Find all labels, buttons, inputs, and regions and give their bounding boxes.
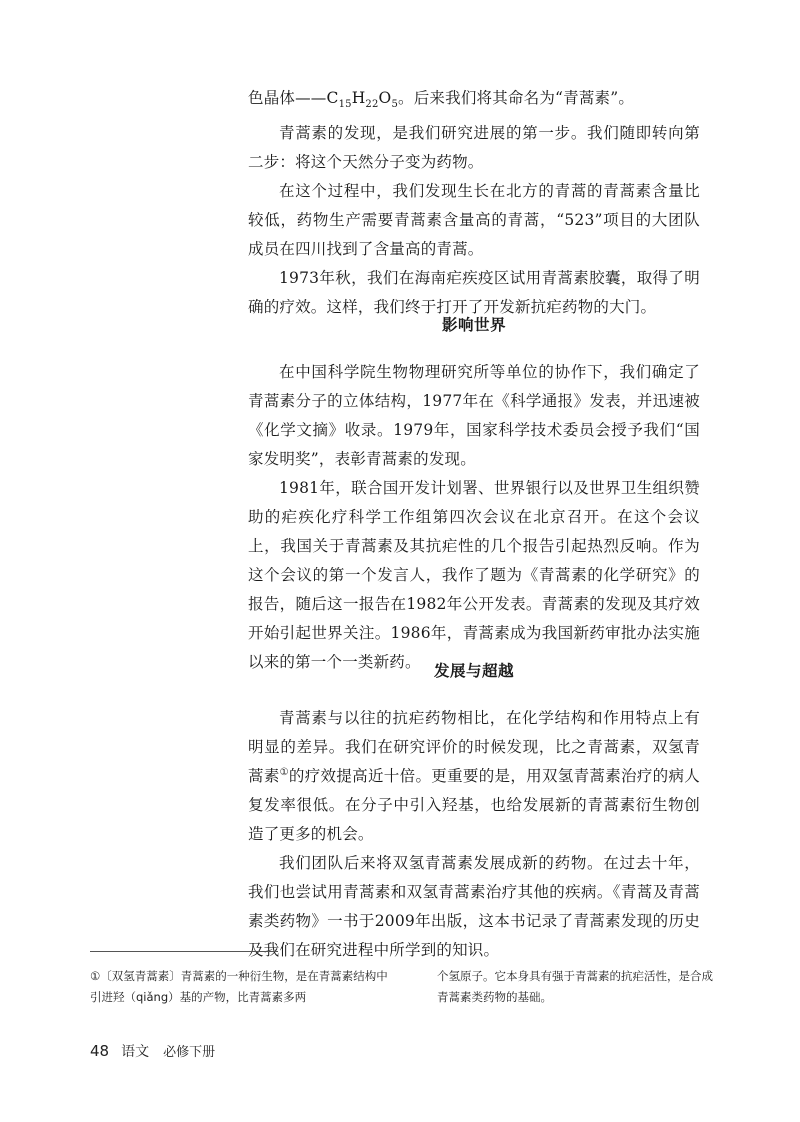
footnote-divider bbox=[90, 951, 278, 952]
paragraph: 1973年秋，我们在海南疟疾疫区试用青蒿素胶囊，取得了明确的疗效。这样，我们终于打开了开发新抗疟药物的大门。 bbox=[248, 269, 700, 317]
paragraph bbox=[248, 84, 700, 119]
text-run: 色晶体——C bbox=[248, 89, 339, 107]
section-world-impact bbox=[248, 358, 700, 677]
text-run: 。后来我们将其命名为“青蒿素”。 bbox=[398, 89, 635, 107]
paragraph: 在这个过程中，我们发现生长在北方的青蒿的青蒿素含量比较低，药物生产需要青蒿素含量高的青蒿，“523”项目的大团队成员在四川找到了含量高的青蒿。 bbox=[248, 182, 700, 259]
footnote-right-column: 个氢原子。它本身具有强于青蒿素的抗疟活性，是合成青蒿素类药物的基础。 bbox=[437, 969, 713, 1004]
subscript: 5 bbox=[391, 99, 399, 111]
text-run: O bbox=[378, 89, 392, 107]
subject-label: 语文 bbox=[121, 1044, 150, 1060]
paragraph bbox=[248, 704, 700, 849]
page-footer bbox=[90, 1041, 215, 1061]
text-run: 青蒿素与以往的抗疟药物相比，在化学结构和作用特点上有明显的差异。我们在研究评价的时候发现，比之青蒿素，双氢青蒿素 bbox=[248, 709, 700, 785]
book-label: 必修下册 bbox=[163, 1045, 216, 1060]
section-heading: 发展与超越 bbox=[433, 662, 514, 680]
section-heading: 影响世界 bbox=[441, 316, 506, 334]
footnote-marker[interactable]: ① bbox=[279, 766, 289, 778]
page-number: 48 bbox=[90, 1042, 110, 1060]
section-development bbox=[248, 704, 700, 965]
subscript: 22 bbox=[365, 99, 379, 111]
text-run: 的疗效提高近十倍。更重要的是，用双氢青蒿素治疗的病人复发率很低。在分子中引入羟基，也给发展新的青蒿素衍生物创造了更多的机会。 bbox=[248, 767, 700, 843]
footnote-left-column: ①〔双氢青蒿素〕青蒿素的一种衍生物，是在青蒿素结构中引进羟（qiǎng）基的产物，比青蒿素多两 bbox=[90, 969, 388, 1004]
subscript: 15 bbox=[338, 99, 352, 111]
paragraph: 1981年，联合国开发计划署、世界银行以及世界卫生组织赞助的疟疾化疗科学工作组第四次会议在北京召开。在这个会议上，我国关于青蒿素及其抗疟性的几个报告引起热烈反响。作为这个会议的第一个发言人，我作了题为《青蒿素的化学研究》的报告，随后这一报告在1982年公开发表。青蒿素的发现及其疗效开始引起世界关注。1986年，青蒿素成为我国新药审批办法实施以来的第一个一类新药。 bbox=[248, 479, 700, 671]
paragraph: 在中国科学院生物物理研究所等单位的协作下，我们确定了青蒿素分子的立体结构，1977年在《科学通报》发表，并迅速被《化学文摘》收录。1979年，国家科学技术委员会授予我们“国家发明奖”，表彰青蒿素的发现。 bbox=[248, 363, 700, 468]
text-run: H bbox=[351, 89, 366, 107]
section-discovery bbox=[248, 84, 700, 322]
paragraph: 我们团队后来将双氢青蒿素发展成新的药物。在过去十年，我们也尝试用青蒿素和双氢青蒿素治疗其他的疾病。《青蒿及青蒿素类药物》一书于2009年出版，这本书记录了青蒿素发现的历史及我们在研究进程中所学到的知识。 bbox=[248, 854, 700, 959]
paragraph: 青蒿素的发现，是我们研究进展的第一步。我们随即转向第二步：将这个天然分子变为药物。 bbox=[248, 124, 700, 172]
